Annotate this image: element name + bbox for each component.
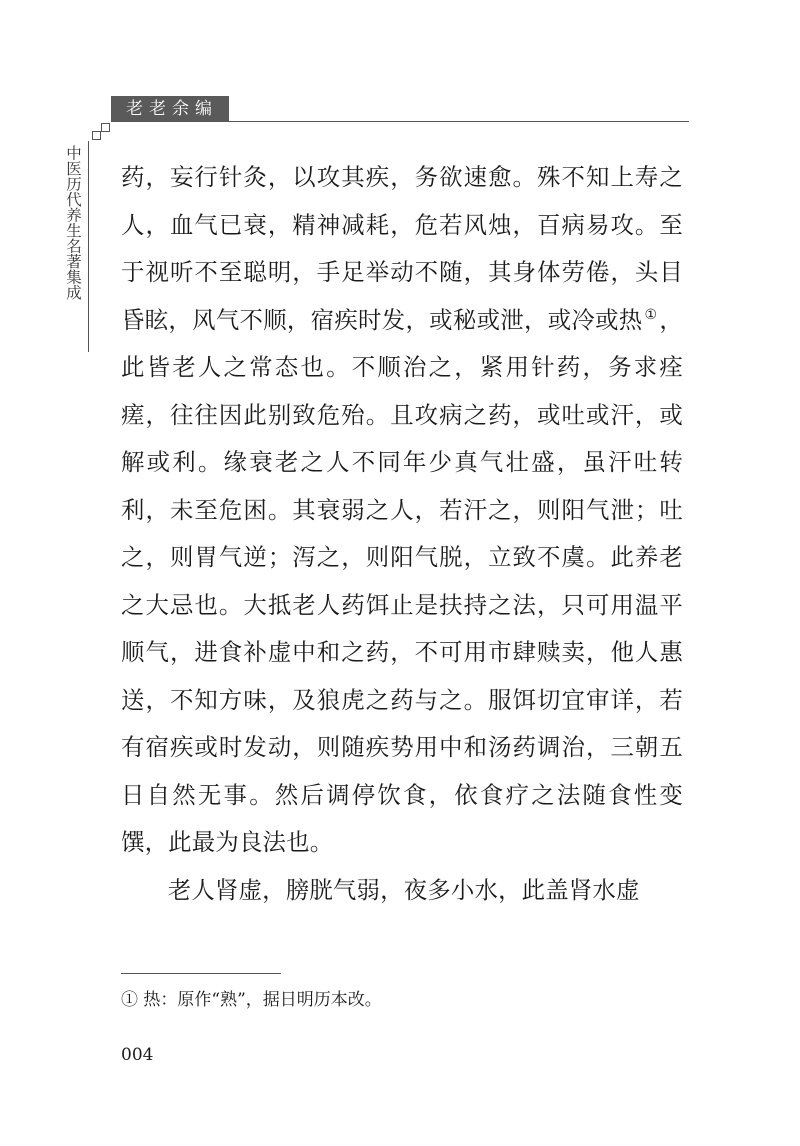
decorative-square [101, 123, 110, 132]
main-text [121, 154, 683, 914]
footnote-rule [121, 973, 281, 974]
running-header-title: 老老余编 [111, 96, 229, 122]
paragraph-text: 药，妄行针灸，以攻其疾，务欲速愈。殊不知上寿之人，血气已衰，精神减耗，危若风烛，百病易攻。至于视听不至聪明，手足举动不随，其身体劳倦，头目昏眩，风气不顺，宿疾时发，或秘或泄，或冷或热 [121, 163, 683, 334]
side-book-title: 中医历代养生名著集成 [64, 145, 82, 300]
side-rule [88, 141, 89, 352]
paragraph [121, 154, 683, 867]
page-number: 004 [121, 1045, 154, 1065]
paragraph: 老人肾虚，膀胱气弱，夜多小水，此盖肾水虚 [167, 875, 640, 904]
paragraph-text: ，此皆老人之常态也。不顺治之，紧用针药，务求痊瘥，往往因此别致危殆。且攻病之药，或吐或汗，或解或利。缘衰老之人不同年少真气壮盛，虽汗吐转利，未至危困。其衰弱之人，若汗之，则阳气泄；吐之，则胃气逆；泻之，则阳气脱，立致不虞。此养老之大忌也。大抵老人药饵止是扶持之法，只可用温平顺气，进食补虚中和之药，不可用市肆赎卖，他人惠送，不知方味，及狼虎之药与之。服饵切宜审详，若有宿疾或时发动，则随疾势用中和汤药调治，三朝五日自然无事。然后调停饮食，依食疗之法随食性变馔，此最为良法也。 [121, 305, 683, 856]
footnote-reference: ① [644, 306, 658, 323]
header-rule [111, 121, 689, 122]
decorative-square [92, 131, 101, 140]
footnote: ① 热：原作“熟”，据日明历本改。 [121, 990, 382, 1010]
